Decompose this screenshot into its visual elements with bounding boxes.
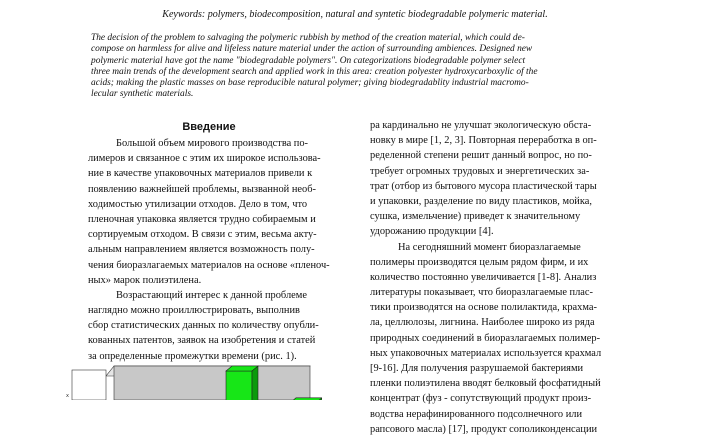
abstract-line: three main trends of the development search and applied work in this area: creation polyester hydroxycarboxylic of the <box>91 66 538 77</box>
text-line: за определенные промежутки времени (рис. 1). <box>88 350 297 362</box>
abstract-line: acids; making the plastic masses on base reproducible natural polymer; giving biodegradablity industrial macromo- <box>91 78 529 89</box>
text-line: концентрат (фуз - сопутствующий продукт произ- <box>370 393 592 405</box>
text-line: удорожанию продукции [4]. <box>370 226 494 238</box>
intro-paragraph-2 <box>88 288 330 364</box>
text-line: природных соединений в биоразлагаемых полимер- <box>370 332 601 344</box>
text-line: сбор статистических данных по количеству опубли- <box>88 320 319 332</box>
text-line: ла, целлюлозы, лигнина. Наиболее широко из ряда <box>370 317 595 329</box>
right-column <box>370 118 648 437</box>
keywords-line: Keywords: polymers, biodecomposition, natural and syntetic biodegradable polymeric material. <box>162 9 548 20</box>
text-line: появлению важнейшей проблемы, вызванной необ- <box>88 183 316 195</box>
section-heading: Введение <box>182 121 236 133</box>
plot-area-back <box>114 366 310 400</box>
text-line: чения биоразлагаемых материалов на основе «пленоч- <box>88 259 330 271</box>
text-line: Большой объем мирового производства по- <box>116 138 309 149</box>
abstract <box>91 33 619 101</box>
abstract-line: The decision of the problem to salvaging the polymeric rubbish by method of the creation material, which could de- <box>91 33 525 43</box>
text-line: На сегодняшний момент биоразлагаемые <box>398 241 581 253</box>
left-column <box>88 118 330 364</box>
abstract-line: lecular synthetic materials. <box>91 89 194 100</box>
text-line: лимеров и связанное с этим их широкое использова- <box>88 153 321 165</box>
text-line: альным направлением является возможность полу- <box>88 244 315 256</box>
text-line: полимеры производятся целым рядом фирм, и их <box>370 256 589 268</box>
text-line: пленочная упаковка является трудно собираемым и <box>88 213 316 225</box>
figure-1-chart <box>62 360 322 400</box>
text-line: водства нерафинированного подсолнечного или <box>370 408 583 420</box>
text-line: ных упаковочных материалах используется крахмал <box>370 347 602 359</box>
text-line: [9-16]. Для получения разрушаемой бактериями <box>370 363 584 374</box>
text-line: сушка, измельчение) приведет к значительному <box>370 211 581 223</box>
text-line: наглядно можно проиллюстрировать, выполнив <box>88 305 300 317</box>
abstract-line: polymeric material have got the name "biodegradable polymers". On categorizations biodegradable polymer select <box>91 55 526 66</box>
text-line: новку в мире [1, 2, 3]. Повторная переработка в оп- <box>370 135 597 147</box>
bar <box>226 371 252 400</box>
text-line: сортируемым отходом. В связи с этим, весьма акту- <box>88 229 317 241</box>
text-line: ние в качестве упаковочных материалов привели к <box>88 168 313 180</box>
y-axis-tick-mark: x <box>66 393 69 399</box>
text-line: ных» марок полиэтилена. <box>88 274 202 286</box>
text-line: пленки полиэтилена вводят белковый фосфатидный <box>370 378 601 390</box>
text-line: количество постоянно увеличивается [1-8]. Анализ <box>370 271 597 283</box>
text-line: кованных патентов, заявок на изобретения и статей <box>88 335 316 347</box>
text-line: литературы показывает, что биоразлагаемые плас- <box>370 287 593 299</box>
text-line: Возрастающий интерес к данной проблеме <box>116 289 307 301</box>
text-line: требует огромных трудовых и энергетических за- <box>370 165 590 177</box>
plot-area-left <box>72 370 106 400</box>
bar-side <box>252 366 258 400</box>
text-line: ра кардинально не улучшат экологическую обста- <box>370 120 592 131</box>
text-line: и упаковки, разделение по виду пластиков, мойка, <box>370 195 592 207</box>
text-line: рапсового масла) [17], продукт сополиконденсации <box>370 423 598 435</box>
text-line: ределенной степени решит данный вопрос, но по- <box>370 150 592 162</box>
text-line: тики производятся на основе полилактида, крахма- <box>370 302 597 314</box>
text-line: трат (отбор из бытового мусора пластической тары <box>370 180 597 192</box>
text-line: ходимостью утилизации отходов. Дело в том, что <box>88 198 308 210</box>
abstract-line: compose on harmless for alive and lifeless nature material under the action of surrounding ambiences. Designed new <box>91 44 533 55</box>
body-paragraph-1 <box>370 118 648 240</box>
intro-paragraph-1 <box>88 136 330 288</box>
body-paragraph-2 <box>370 240 648 437</box>
